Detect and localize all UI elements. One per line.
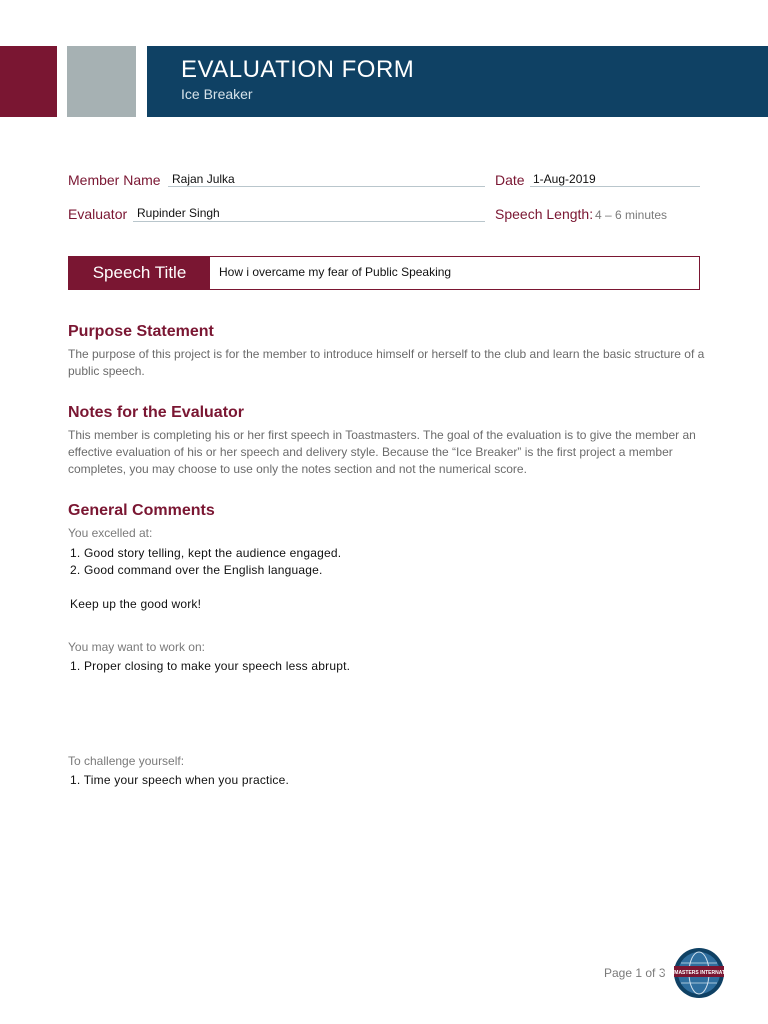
toastmasters-logo-icon <box>657 946 741 1000</box>
excelled-prompt: You excelled at: <box>68 526 153 540</box>
speech-title-box <box>68 256 700 290</box>
date-field[interactable]: 1-Aug-2019 <box>533 172 596 186</box>
challenge-prompt: To challenge yourself: <box>68 754 185 768</box>
notes-text: This member is completing his or her first speech in Toastmasters. The goal of the evaluation is to give the member an effective evaluation of his or her speech and delivery style. Because the “Ice Breaker” is the first project a member completes, you may choose to use only the notes section and not the numerical score. <box>68 428 696 476</box>
excelled-item[interactable]: 2. Good command over the English language. <box>70 563 323 577</box>
evaluator-label: Evaluator <box>68 206 128 222</box>
general-comments-heading: General Comments <box>68 502 215 519</box>
speech-length-label: Speech Length: <box>495 206 594 222</box>
header-accent-gray <box>67 46 136 117</box>
date-underline <box>530 186 700 187</box>
form-subtitle: Ice Breaker <box>181 86 253 102</box>
header-bar <box>147 46 768 117</box>
form-title: EVALUATION FORM <box>181 56 415 83</box>
evaluator-field[interactable]: Rupinder Singh <box>137 206 220 220</box>
purpose-heading: Purpose Statement <box>68 323 214 340</box>
date-label: Date <box>495 172 525 188</box>
speech-title-label: Speech Title <box>69 257 210 289</box>
challenge-item[interactable]: 1. Time your speech when you practice. <box>70 773 290 787</box>
speech-length-value: 4 – 6 minutes <box>595 208 668 222</box>
logo-text: TOASTMASTERS INTERNATIONAL <box>657 970 741 976</box>
excelled-note[interactable]: Keep up the good work! <box>70 597 202 611</box>
member-name-field[interactable]: Rajan Julka <box>172 172 235 186</box>
work-on-prompt: You may want to work on: <box>68 640 205 654</box>
speech-title-field[interactable]: How i overcame my fear of Public Speaking <box>219 265 452 279</box>
evaluator-underline <box>133 221 485 222</box>
notes-heading: Notes for the Evaluator <box>68 404 245 421</box>
excelled-item[interactable]: 1. Good story telling, kept the audience engaged. <box>70 546 342 560</box>
page-number: Page 1 of 3 <box>604 966 666 980</box>
purpose-text: The purpose of this project is for the member to introduce himself or herself to the club and learn the basic structure of a public speech. <box>68 347 705 378</box>
member-name-label: Member Name <box>68 172 161 188</box>
member-name-underline <box>168 186 485 187</box>
work-on-item[interactable]: 1. Proper closing to make your speech less abrupt. <box>70 659 351 673</box>
header-accent-red <box>0 46 57 117</box>
